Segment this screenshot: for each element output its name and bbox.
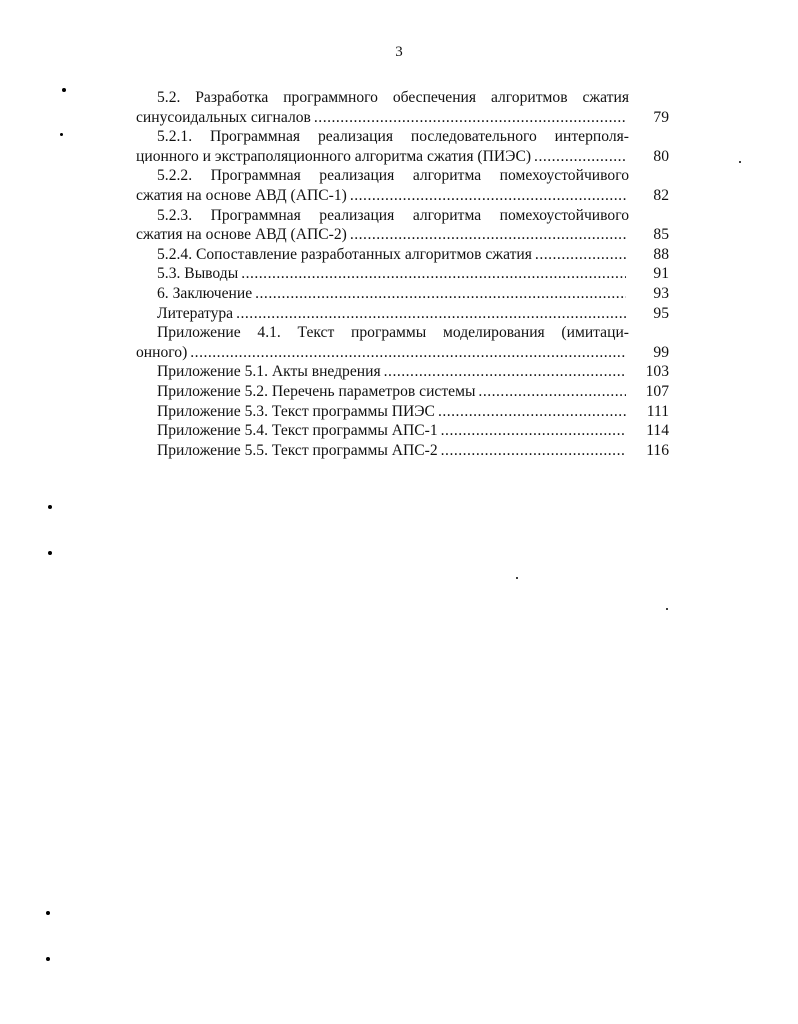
page-number: 3 xyxy=(395,44,403,60)
toc-entry-title: 5.2. Разработка программного обеспечения алгоритмов сжатия xyxy=(157,89,629,106)
toc-entry-5-2-2 xyxy=(136,166,669,205)
toc-entry-title: Приложение 5.5. Текст программы АПС-2 xyxy=(157,441,438,459)
dot-leader xyxy=(314,108,626,128)
toc-page-number: 85 xyxy=(653,226,669,244)
scan-speck xyxy=(62,88,66,92)
scan-speck xyxy=(48,551,52,555)
toc-entry-appendix-5-4 xyxy=(136,421,669,441)
toc-page-number: 99 xyxy=(653,343,669,361)
toc-entry-literature xyxy=(136,304,669,324)
dot-leader xyxy=(534,147,626,167)
toc-page-number: 103 xyxy=(645,363,669,381)
scan-speck xyxy=(666,608,668,610)
toc-entry-appendix-5-3 xyxy=(136,402,669,422)
toc-entry-5-2-3 xyxy=(136,206,669,245)
table-of-contents xyxy=(136,88,669,460)
toc-entry-title-cont: сжатия на основе АВД (АПС-2) xyxy=(136,226,347,244)
toc-page-number: 93 xyxy=(653,284,669,302)
dot-leader xyxy=(350,225,626,245)
dot-leader xyxy=(441,441,626,461)
toc-page-number: 95 xyxy=(653,304,669,322)
toc-entry-6 xyxy=(136,284,669,304)
dot-leader xyxy=(438,402,626,422)
dot-leader xyxy=(190,343,626,363)
toc-page-number: 80 xyxy=(653,147,669,165)
toc-entry-title: Приложение 5.2. Перечень параметров системы xyxy=(157,382,476,400)
toc-entry-appendix-5-5 xyxy=(136,441,669,461)
toc-entry-title-cont: сжатия на основе АВД (АПС-1) xyxy=(136,186,347,204)
toc-entry-title: 5.3. Выводы xyxy=(157,265,239,283)
toc-page-number: 116 xyxy=(646,441,669,459)
toc-entry-5-2-4 xyxy=(136,245,669,265)
scan-speck xyxy=(516,577,518,579)
toc-entry-title: 5.2.1. Программная реализация последовательного интерполя- xyxy=(157,128,629,146)
toc-page-number: 111 xyxy=(646,402,669,420)
toc-entry-title: Литература xyxy=(157,304,234,322)
dot-leader xyxy=(441,421,626,441)
toc-entry-5-3 xyxy=(136,264,669,284)
dot-leader xyxy=(241,264,626,284)
scan-speck xyxy=(46,957,50,961)
toc-page-number: 82 xyxy=(653,186,669,204)
toc-page-number: 88 xyxy=(653,245,669,263)
dot-leader xyxy=(535,245,626,265)
toc-entry-title: 6. Заключение xyxy=(157,284,253,302)
toc-entry-appendix-4-1 xyxy=(136,323,669,362)
scan-speck xyxy=(48,505,52,509)
toc-page-number: 79 xyxy=(653,108,669,126)
dot-leader xyxy=(478,382,626,402)
toc-entry-title: 5.2.2. Программная реализация алгоритма помехоустойчивого xyxy=(157,167,629,185)
toc-entry-title: 5.2.3. Программная реализация алгоритма помехоустойчивого xyxy=(157,206,629,224)
scan-speck xyxy=(46,911,50,915)
toc-entry-title: Приложение 5.1. Акты внедрения xyxy=(157,363,381,381)
toc-page-number: 107 xyxy=(645,382,669,400)
toc-entry-appendix-5-2 xyxy=(136,382,669,402)
dot-leader xyxy=(350,186,626,206)
scan-speck xyxy=(60,133,63,136)
dot-leader xyxy=(255,284,626,304)
toc-entry-5-2 xyxy=(136,88,669,127)
toc-entry-appendix-5-1 xyxy=(136,362,669,382)
toc-entry-5-2-1 xyxy=(136,127,669,166)
toc-entry-title-cont: онного) xyxy=(136,343,188,361)
toc-entry-title-cont: синусоидальных сигналов xyxy=(136,108,311,126)
toc-entry-title: Приложение 5.4. Текст программы АПС-1 xyxy=(157,422,438,440)
toc-page-number: 114 xyxy=(646,422,669,440)
toc-entry-title-cont: ционного и экстраполяционного алгоритма сжатия (ПИЭС) xyxy=(136,147,532,165)
toc-entry-title: 5.2.4. Сопоставление разработанных алгоритмов сжатия xyxy=(157,245,532,263)
toc-page-number: 91 xyxy=(653,265,669,283)
toc-entry-title: Приложение 5.3. Текст программы ПИЭС xyxy=(157,402,435,420)
dot-leader xyxy=(236,304,626,324)
dot-leader xyxy=(384,362,626,382)
scan-speck xyxy=(739,161,741,163)
toc-entry-title: Приложение 4.1. Текст программы моделирования (имитаци- xyxy=(157,324,629,342)
